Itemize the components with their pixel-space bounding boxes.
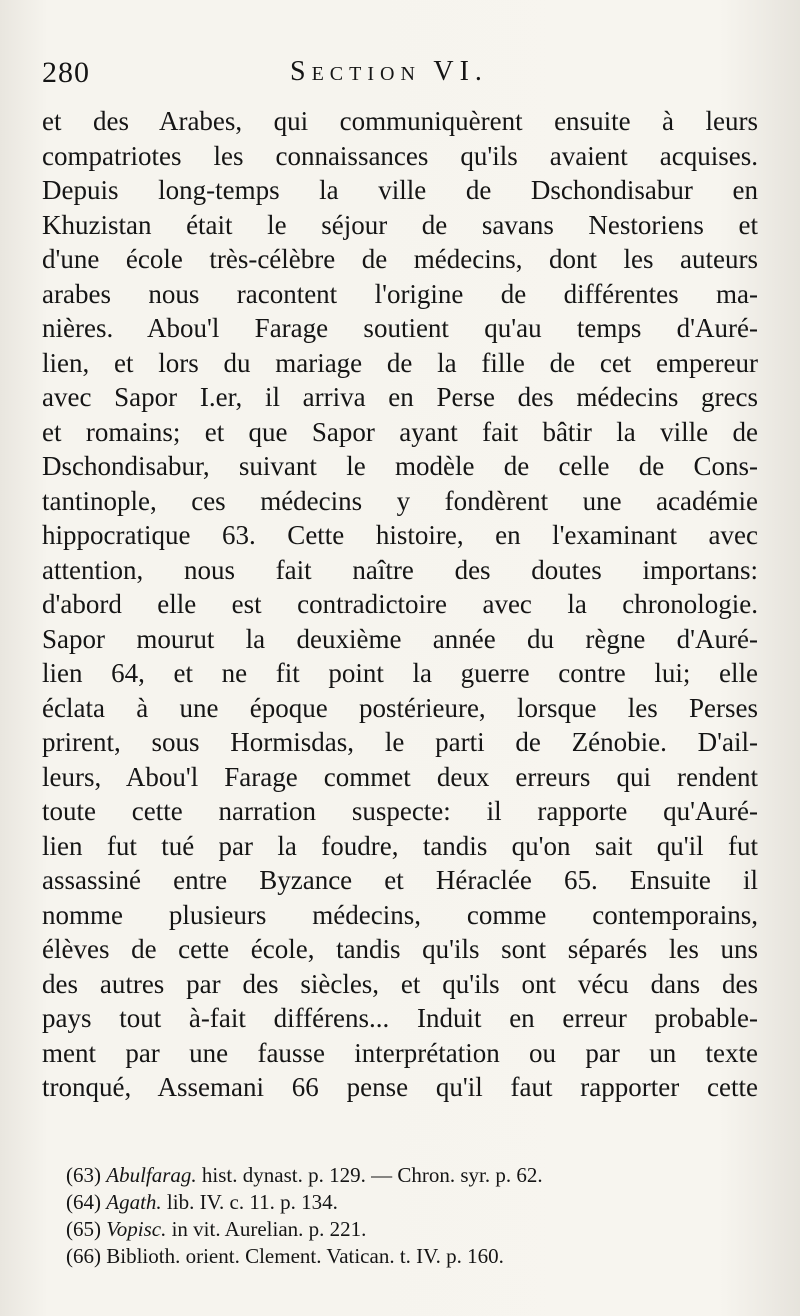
footnote-source: Agath. [106,1190,162,1214]
text-line: hippocratique 63. Cette histoire, en l'examinant avec [42,520,758,550]
footnote [66,1243,756,1270]
page-header [42,56,762,96]
footnote-text: hist. dynast. p. 129. — Chron. syr. p. 62. [201,1163,543,1187]
footnote-mark: (63) [66,1163,101,1187]
text-line: et des Arabes, qui communiquèrent ensuite à leurs [42,106,758,136]
text-line: des autres par des siècles, et qu'ils ont vécu dans des [42,968,758,999]
text-line: lien, et lors du mariage de la fille de cet empereur [42,347,758,378]
text-line: assassiné entre Byzance et Héraclée 65. Ensuite il [42,865,758,895]
text-line: tronqué, Assemani 66 pense qu'il faut rapporter cette [42,1072,758,1102]
text-line: Khuzistan était le séjour de savans Nestoriens et [42,209,758,240]
footnote-source: Abulfarag. [106,1163,197,1187]
footnote-mark: (66) [66,1244,101,1268]
footnote-source: Vopisc. [106,1217,167,1241]
running-head: Section VI. [290,56,488,87]
body-text [42,104,758,1105]
bleed-through-text-bottom [380,1132,760,1156]
text-line: nières. Abou'l Farage soutient qu'au temps d'Auré- [42,313,758,343]
text-line: d'abord elle est contradictoire avec la chronologie. [42,589,758,619]
footnote-text: Biblioth. orient. Clement. Vatican. t. IV. p. 160. [106,1244,504,1268]
text-line: nomme plusieurs médecins, comme contemporains, [42,899,758,930]
page-number: 280 [42,56,90,89]
footnote [66,1216,756,1243]
footnote [66,1162,756,1189]
text-line: lien 64, et ne fit point la guerre contre lui; elle [42,658,758,688]
footnote-mark: (64) [66,1190,101,1214]
text-line: Sapor mourut la deuxième année du règne d'Auré- [42,623,758,654]
text-line: éclata à une époque postérieure, lorsque les Perses [42,692,758,723]
text-line: compatriotes les connaissances qu'ils avaient acquises. [42,140,758,171]
footnotes [66,1162,756,1270]
text-line: pays tout à-fait différens... Induit en erreur probable- [42,1003,758,1033]
text-line: lien fut tué par la foudre, tandis qu'on sait qu'il fut [42,830,758,861]
text-line: prirent, sous Hormisdas, le parti de Zénobie. D'ail- [42,727,758,757]
text-line: Dschondisabur, suivant le modèle de celle de Cons- [42,451,758,481]
text-line: toute cette narration suspecte: il rapporte qu'Auré- [42,796,758,826]
text-line: élèves de cette école, tandis qu'ils sont séparés les uns [42,934,758,964]
text-line: avec Sapor I.er, il arriva en Perse des médecins grecs [42,382,758,412]
footnote [66,1189,756,1216]
text-line: d'une école très-célèbre de médecins, dont les auteurs [42,244,758,274]
footnote-text: lib. IV. c. 11. p. 134. [166,1190,338,1214]
text-line: arabes nous racontent l'origine de différentes ma- [42,278,758,309]
footnote-mark: (65) [66,1217,101,1241]
footnote-text: in vit. Aurelian. p. 221. [171,1217,367,1241]
text-line: ment par une fausse interprétation ou par un texte [42,1037,758,1068]
text-line: et romains; et que Sapor ayant fait bâtir la ville de [42,416,758,447]
text-line: Depuis long-temps la ville de Dschondisabur en [42,175,758,205]
text-line: tantinople, ces médecins y fondèrent une académie [42,485,758,516]
text-line: leurs, Abou'l Farage commet deux erreurs qui rendent [42,761,758,792]
text-line: attention, nous fait naître des doutes importans: [42,554,758,585]
